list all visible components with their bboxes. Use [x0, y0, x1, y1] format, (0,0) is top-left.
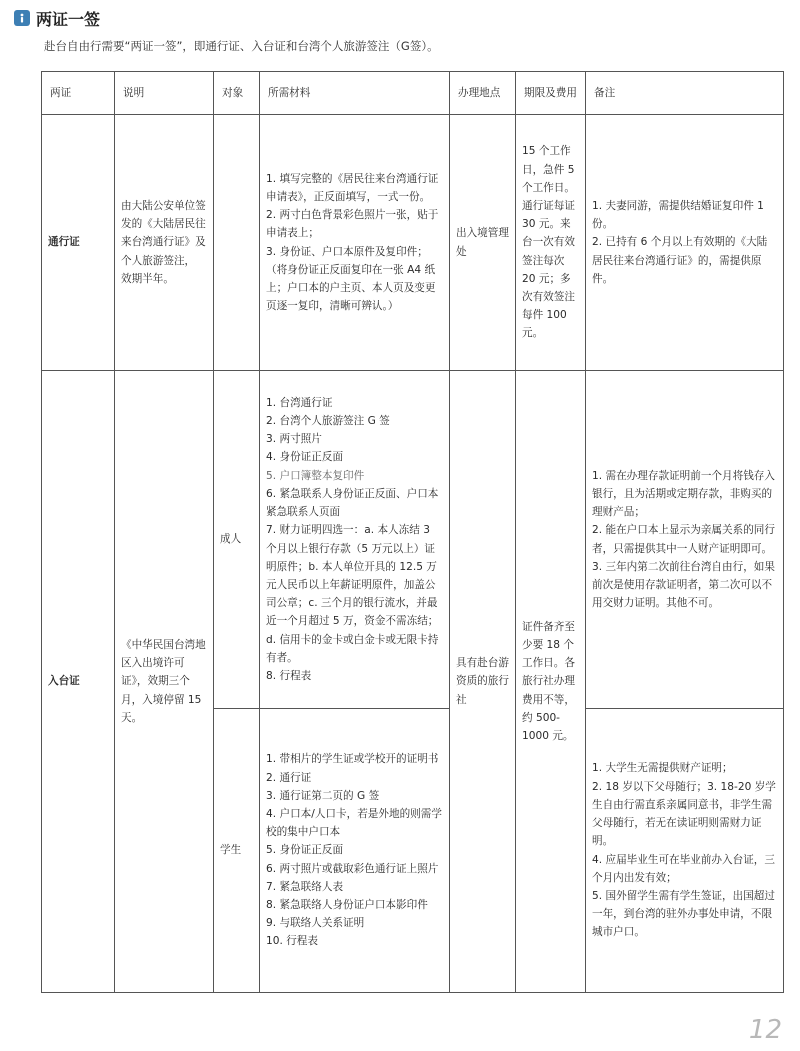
list-item: 2. 通行证 [266, 771, 312, 784]
list-item: 2. 两寸白色背景彩色照片一张，贴于申请表上； [266, 209, 439, 240]
permit-materials [260, 115, 450, 371]
header-cell: 说明 [115, 72, 214, 115]
list-item: d. 信用卡的金卡或白金卡或无限卡持有者。 [266, 633, 439, 664]
section-heading [14, 6, 100, 30]
list-item: 9. 与联络人关系证明 [266, 917, 365, 930]
list-item: 1. 带相片的学生证或学校开的证明书 [266, 753, 439, 766]
list-item: 1. 大学生无需提供财产证明； [592, 762, 733, 775]
entry-permit-location: 具有赴台游资质的旅行社 [450, 371, 516, 993]
permit-description: 由大陆公安单位签发的《大陆居民往来台湾通行证》及个人旅游签注， 效期半年。 [115, 115, 214, 371]
table-row-permit [42, 115, 784, 371]
header-cell: 对象 [214, 72, 260, 115]
list-item: 5. 户口簿整本复印件 [266, 469, 365, 482]
list-item: 7. 紧急联络人表 [266, 880, 344, 893]
list-item: 8. 紧急联络人身份证户口本影印件 [266, 899, 428, 912]
list-item: 8. 行程表 [266, 670, 312, 683]
student-notes [586, 709, 784, 993]
requirements-table [41, 71, 784, 993]
entry-permit-fees: 证件备齐至少要 18 个工作日。各旅行社办理费用不等，约 500-1000 元。 [516, 371, 586, 993]
permit-location: 出入境管理处 [450, 115, 516, 371]
permit-fees: 15 个工作日，急件 5 个工作日。通行证每证 30 元。来台一次有效签注每次 20 元；多次有效签注每件 100 元。 [516, 115, 586, 371]
page-number: 12 [748, 1015, 782, 1045]
list-item: 3. 两寸照片 [266, 433, 322, 446]
list-item: 1. 填写完整的《居民往来台湾通行证申请表》，正反面填写，一式一份。 [266, 172, 439, 203]
list-item: 2. 能在户口本上显示为亲属关系的同行者，只需提供其中一人财产证明即可。 [592, 524, 775, 555]
header-cell: 办理地点 [450, 72, 516, 115]
list-item: 3. 通行证第二页的 G 签 [266, 789, 380, 802]
table-header-row [42, 72, 784, 115]
list-item: 6. 两寸照片或截取彩色通行证上照片 [266, 862, 439, 875]
adult-notes [586, 371, 784, 709]
list-item: 5. 国外留学生需有学生签证，出国超过一年，到台湾的驻外办事处申请，不限城市户口。 [592, 889, 775, 939]
list-item: 5. 身份证正反面 [266, 844, 344, 857]
student-target: 学生 [214, 709, 260, 993]
entry-permit-name: 入台证 [42, 371, 115, 993]
list-item: 4. 身份证正反面 [266, 451, 344, 464]
permit-name: 通行证 [42, 115, 115, 371]
adult-target: 成人 [214, 371, 260, 709]
student-materials [260, 709, 450, 993]
list-item: 1. 需在办理存款证明前一个月将钱存入银行，且为活期或定期存款，非购买的理财产品； [592, 469, 775, 519]
permit-target [214, 115, 260, 371]
list-item: 3. 三年内第二次前往台湾自由行，如果前次是使用存款证明者，第二次可以不用交财力证明。其他不可。 [592, 560, 775, 610]
list-item: 2. 已持有 6 个月以上有效期的《大陆居民往来台湾通行证》的，需提供原件。 [592, 236, 768, 285]
page-title: 两证一签 [36, 9, 101, 29]
list-item: 2. 台湾个人旅游签注 G 签 [266, 414, 390, 427]
list-item: 1. 夫妻同游，需提供结婚证复印件 1 份。 [592, 199, 764, 231]
info-icon [14, 10, 30, 26]
header-cell: 两证 [42, 72, 115, 115]
header-cell: 期限及费用 [516, 72, 586, 115]
list-item: 4. 应届毕业生可在毕业前办入台证，三个月内出发有效； [592, 853, 775, 884]
entry-permit-description: 《中华民国台湾地区入出境许可证》，效期三个月，入境停留 15 天。 [115, 371, 214, 993]
permit-notes [586, 115, 784, 371]
list-item: 4. 户口本/人口卡，若是外地的则需学校的集中户口本 [266, 807, 442, 839]
header-cell: 备注 [586, 72, 784, 115]
adult-materials [260, 371, 450, 709]
table-row-entry-adult [42, 371, 784, 709]
header-cell: 所需材料 [260, 72, 450, 115]
list-item: 7. 财力证明四选一：a. 本人冻结 3 个月以上银行存款（5 万元以上）证明原件；b. 本人单位开具的 12.5 万元人民币以上年薪证明原件，加盖公司公章；c. 三个月的银行流水，并最近一个月超过 5 万，资金不需冻结； [266, 524, 439, 628]
list-item: 3. 身份证、户口本原件及复印件；（将身份证正反面复印在一张 A4 纸上；户口本的户主页、本人页及变更页逐一复印，清晰可辨认。） [266, 245, 436, 313]
list-item: 1. 台湾通行证 [266, 396, 333, 409]
list-item: 10. 行程表 [266, 935, 318, 948]
intro-text: 赴台自由行需要“两证一签”，即通行证、入台证和台湾个人旅游签注（G签）。 [44, 39, 439, 53]
list-item: 6. 紧急联系人身份证正反面、户口本紧急联系人页面 [266, 487, 439, 519]
list-item: 2. 18 岁以下父母随行；3. 18-20 岁学生自由行需直系亲属同意书，非学生需父母随行，若无在读证明则需财力证明。 [592, 780, 776, 848]
